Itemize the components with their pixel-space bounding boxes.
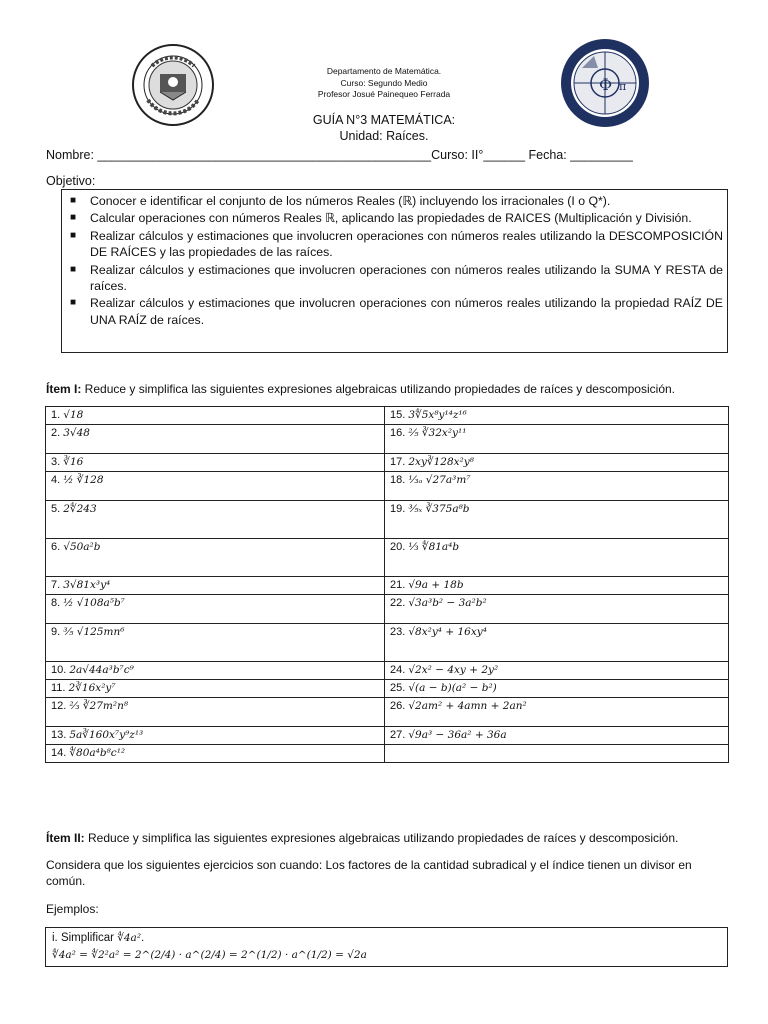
exercise-expression: ¹⁄₃ₐ √27a³m⁷	[408, 474, 471, 486]
exercise-cell	[385, 745, 729, 763]
teacher-name: Profesor Josué Painequeo Ferrada	[317, 89, 451, 99]
exercise-expression: √9a³ − 36a² + 36a	[408, 729, 507, 741]
item1-label: Ítem I:	[46, 382, 82, 396]
item2-note: Considera que los siguientes ejercicios son cuando: Los factores de la cantidad subradical y el índice tienen un divisor en común.	[46, 858, 692, 888]
exercise-expression: ½ √108a⁵b⁷	[63, 597, 125, 609]
table-row	[46, 745, 729, 763]
exercise-number: 22.	[390, 597, 406, 609]
exercise-cell	[46, 454, 385, 472]
exercise-number: 2.	[51, 427, 61, 439]
exercise-number: 17.	[390, 456, 406, 468]
exercise-expression: ⅓ ∜81a⁴b	[408, 541, 460, 553]
exercise-cell	[385, 595, 729, 624]
examples-label: Ejemplos:	[46, 902, 99, 916]
example-expression: ∜4a².	[117, 932, 145, 944]
exercise-expression: 3√48	[63, 427, 90, 439]
exercise-cell	[46, 595, 385, 624]
exercise-expression: √2x² − 4xy + 2y²	[408, 664, 499, 676]
exercise-number: 8.	[51, 597, 61, 609]
item1-text: Reduce y simplifica las siguientes expresiones algebraicas utilizando propiedades de raíces y descomposición.	[81, 382, 675, 396]
exercise-cell	[385, 501, 729, 539]
exercise-number: 7.	[51, 579, 61, 591]
objectives-box	[61, 189, 728, 353]
bullet-icon: ■	[70, 195, 77, 206]
exercise-number: 19.	[390, 503, 406, 515]
example-box	[45, 927, 728, 967]
exercise-number: 16.	[390, 427, 406, 439]
exercise-expression: ∛16	[63, 456, 84, 468]
exercise-expression: ∜80a⁴b⁸c¹²	[69, 747, 126, 759]
exercise-cell	[46, 407, 385, 425]
exercise-cell	[46, 425, 385, 454]
exercise-number: 5.	[51, 503, 61, 515]
student-info-line[interactable]: Nombre: ________________________________________________Curso: II°______ Fecha: _________	[46, 148, 633, 162]
exercise-expression: 2xy∛128x²y⁸	[408, 456, 474, 468]
exercise-expression: √9a + 18b	[408, 579, 464, 591]
exercise-expression: √3a³b² − 3a²b²	[408, 597, 487, 609]
exercise-cell	[46, 698, 385, 727]
table-row	[46, 407, 729, 425]
table-row	[46, 595, 729, 624]
exercise-expression: √(a − b)(a² − b²)	[408, 682, 497, 694]
objective-text: Realizar cálculos y estimaciones que involucren operaciones con números reales utilizando la SUMA Y RESTA de raíces.	[90, 262, 723, 294]
svg-text:π: π	[619, 80, 627, 93]
exercise-cell	[46, 539, 385, 577]
exercise-number: 11.	[51, 682, 66, 694]
objective-label: Objetivo:	[46, 174, 96, 188]
exercise-number: 24.	[390, 664, 406, 676]
table-row	[46, 539, 729, 577]
item2-label: Ítem II:	[46, 831, 85, 845]
exercise-number: 25.	[390, 682, 406, 694]
exercise-cell	[385, 539, 729, 577]
course-name: Curso: Segundo Medio	[340, 77, 428, 88]
table-row	[46, 662, 729, 680]
example-prompt: i. Simplificar	[52, 932, 118, 944]
table-row	[46, 624, 729, 662]
exercise-number: 18.	[390, 474, 406, 486]
table-row	[46, 454, 729, 472]
guide-title-block	[0, 112, 768, 144]
exercise-expression: √50a²b	[63, 541, 101, 553]
exercise-number: 20.	[390, 541, 406, 553]
exercise-cell	[46, 662, 385, 680]
exercise-cell	[46, 745, 385, 763]
objective-item	[68, 262, 723, 295]
exercise-expression: ³⁄₅ₓ ∛375a⁸b	[408, 503, 470, 515]
exercise-cell	[385, 662, 729, 680]
table-row	[46, 472, 729, 501]
guide-title: GUÍA N°3 MATEMÁTICA:	[312, 113, 456, 127]
table-row	[46, 425, 729, 454]
objective-item	[68, 210, 723, 226]
item1-heading	[46, 382, 675, 396]
exercise-number: 15.	[390, 409, 406, 421]
exercise-cell	[385, 624, 729, 662]
exercise-cell	[385, 407, 729, 425]
exercise-cell	[46, 577, 385, 595]
bullet-icon: ■	[70, 212, 77, 224]
objectives-list	[68, 193, 723, 328]
exercise-number: 9.	[51, 626, 61, 638]
exercise-expression: 2a√44a³b⁷c⁹	[69, 664, 134, 676]
table-row	[46, 698, 729, 727]
exercise-number: 12.	[51, 700, 67, 712]
exercise-expression: √2am² + 4amn + 2an²	[408, 700, 527, 712]
exercise-number: 10.	[51, 664, 67, 676]
table-row	[46, 680, 729, 698]
exercise-expression: 3√81x³y⁴	[63, 579, 111, 591]
table-row	[46, 727, 729, 745]
exercise-expression: 2∛16x²y⁷	[68, 682, 116, 694]
exercise-expression: 5a∛160x⁷y⁹z¹³	[69, 729, 144, 741]
exercise-cell	[46, 727, 385, 745]
exercises-table	[45, 406, 729, 763]
table-row	[46, 577, 729, 595]
exercise-number: 14.	[51, 747, 67, 759]
exercise-cell	[385, 454, 729, 472]
unit-title: Unidad: Raíces.	[339, 129, 429, 143]
objective-item	[68, 193, 723, 209]
exercise-expression: √8x²y⁴ + 16xy⁴	[408, 626, 487, 638]
exercise-number: 1.	[51, 409, 61, 421]
exercise-number: 13.	[51, 729, 67, 741]
example-solution: ∜4a² = ∜2²a² = 2^(2/4) · a^(2/4) = 2^(1/2) · a^(1/2) = √2a	[52, 949, 367, 961]
svg-text:Φ: Φ	[599, 75, 613, 94]
exercise-cell	[385, 727, 729, 745]
table-row	[46, 501, 729, 539]
item2-heading	[46, 831, 678, 845]
exercise-expression: 3∜5x⁸y¹⁴z¹⁶	[408, 409, 467, 421]
exercise-expression: ½ ∛128	[63, 474, 104, 486]
exercise-cell	[385, 425, 729, 454]
exercise-expression: ²⁄₅ ∛32x²y¹¹	[408, 427, 467, 439]
objective-item	[68, 295, 723, 328]
item2-text: Reduce y simplifica las siguientes expresiones algebraicas utilizando propiedades de raíces y descomposición.	[84, 831, 679, 845]
bullet-icon: ■	[70, 263, 77, 275]
exercise-cell	[385, 698, 729, 727]
exercise-number: 6.	[51, 541, 61, 553]
exercise-expression: 2∜243	[63, 503, 97, 515]
objective-text: Calcular operaciones con números Reales ℝ, aplicando las propiedades de RAICES (Multiplicación y División.	[90, 211, 692, 226]
exercise-number: 21.	[390, 579, 406, 591]
exercise-number: 4.	[51, 474, 61, 486]
exercise-cell	[46, 624, 385, 662]
objective-text: Realizar cálculos y estimaciones que involucren operaciones con números reales utilizando la propiedad RAÍZ DE UNA RAÍZ de raíces.	[90, 296, 723, 327]
objective-text: Realizar cálculos y estimaciones que involucren operaciones con números reales utilizando la DESCOMPOSICIÓN DE RAÍCES y las propiedades de las raíces.	[90, 228, 723, 260]
exercise-number: 26.	[390, 700, 406, 712]
header-info	[0, 66, 768, 101]
exercise-number: 27.	[390, 729, 406, 741]
exercise-cell	[385, 472, 729, 501]
exercise-cell	[46, 680, 385, 698]
exercise-cell	[46, 472, 385, 501]
objective-text: Conocer e identificar el conjunto de los números Reales (ℝ) incluyendo los irracionales (I o Q*).	[90, 194, 611, 208]
exercise-expression: √18	[63, 409, 84, 421]
department-name: Departamento de Matemática.	[326, 66, 442, 76]
exercise-number: 3.	[51, 456, 61, 468]
bullet-icon: ■	[70, 297, 77, 309]
exercise-cell	[385, 577, 729, 595]
exercise-number: 23.	[390, 626, 406, 638]
example-line-1	[52, 930, 721, 947]
bullet-icon: ■	[70, 229, 77, 241]
exercise-cell	[385, 680, 729, 698]
exercise-cell	[46, 501, 385, 539]
objective-item	[68, 228, 723, 261]
exercise-expression: ³⁄₅ √125mn⁶	[63, 626, 125, 638]
exercise-expression: ²⁄₃ ∛27m²n⁸	[69, 700, 129, 712]
